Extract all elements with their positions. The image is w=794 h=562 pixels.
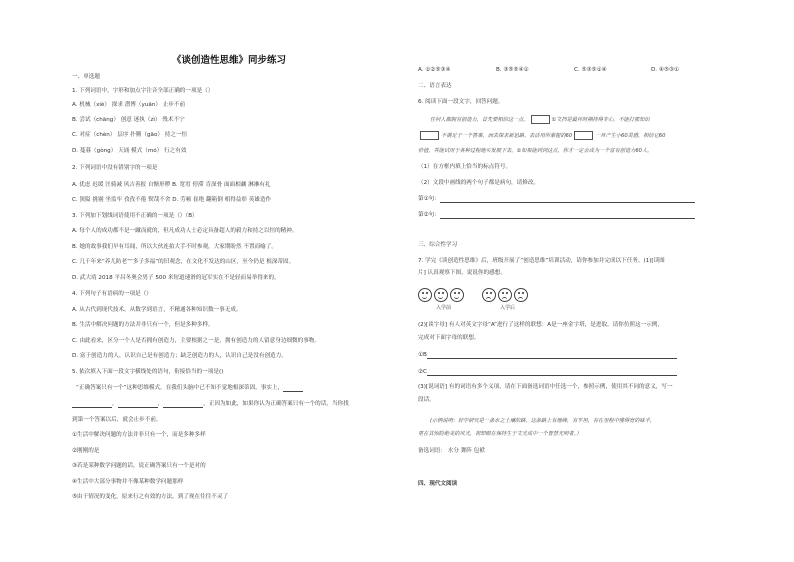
- q2-options-ab: A. 优虑 迟缓 匡骑减 风吉善报 自惭形秽 B. 宽宥 停滞 肯深骨 面面相觑 淋淋有礼: [72, 182, 271, 188]
- blank-line: [118, 407, 158, 408]
- smiling-face-icon: [418, 288, 432, 302]
- candidate-words: 备选词语： 水分 舞阵 包袱: [418, 448, 485, 454]
- q5-choice-c: C. ⑤③⑤①④: [574, 67, 607, 73]
- question-7-cont: 片] 认真观察下图，说说你的感想。: [418, 270, 506, 276]
- answer-line[interactable]: [440, 218, 695, 219]
- q7-part-3: (3)[说词语] 有的词语有多个义项，请在下面备选词语中任选一个，参照示例，使用其不同的意义，写一: [418, 384, 673, 390]
- q6-passage-line3: 价值，并能试用于各种过程地实发展下去。②如果能到到这点，你才一定会成为一个富有创造力60人。: [418, 148, 653, 154]
- punctuation-box[interactable]: [574, 131, 593, 140]
- caption-after-school: 入学后: [500, 305, 516, 311]
- punctuation-box[interactable]: [420, 131, 439, 140]
- blank-line: [283, 391, 303, 392]
- section-heading-4: 四、现代文阅读: [418, 481, 458, 487]
- section-heading-2: 二、语言表达: [418, 83, 452, 89]
- question-1: 1. 下列词语中，字形和加点字注音全部正确的一项是（）: [72, 88, 214, 94]
- q1-option-b: B. 尝试（chāng） 创意 迷执（zì） 残术不宁: [72, 117, 185, 123]
- q2-options-cd: C. 狭隘 挑剔 坐监牢 孜孜不倦 锲哉不舍 D. 劳顿 崔绝 翻箱倒 相得益彰 英雄造作: [72, 197, 272, 203]
- punctuation-box[interactable]: [531, 115, 550, 124]
- question-4: 4. 下列句子有语病的一项是（）: [72, 291, 152, 297]
- q5-sentence-2: ②刚刚的是: [72, 448, 100, 454]
- section-heading-3: 三、综合性学习: [418, 242, 458, 248]
- q5-choice-b: B. ③⑤⑤④①: [496, 67, 529, 73]
- sad-face-icon: [498, 288, 512, 302]
- q3-option-a: A. 每个人的成功都不是一蹴而就的，但凡成功人士必定具备超人的毅力和持之以恒的精神。: [72, 228, 298, 234]
- example-line-1: (示例说明：好学研究是一条水之土壤的路，这条路上有地峰，有平坦，有在里程中懂得宽的味半，: [430, 418, 656, 424]
- q5-passage-line3: 到第一个答案以后，就会止步不前。: [72, 417, 162, 423]
- section-heading-1: 一、单选题: [72, 74, 100, 80]
- q5-sentence-5: ⑤由于情况的变化，原来行之有效的方法，到了现在往往不灵了: [72, 494, 229, 500]
- page-title: 《谈创造性思维》同步练习: [172, 55, 287, 66]
- question-7: 7. 学完《谈创造性思维》后，班级开展了“创造思维”培训活动，请你参加并完成以下任务。(1)[读图: [418, 258, 665, 264]
- q6-answer-1: 第①句：: [418, 196, 695, 203]
- q4-option-a: A. 从古代到现代技术，从数学到语言，不精通各种知识数一事无成。: [72, 307, 242, 313]
- q5-passage-line1: “正确答案只有一个”这种思维模式，在我们头脑中已不知不觉地根深蒂固。事实上，: [76, 385, 303, 392]
- q4-option-b: B. 生活中解决问题的方法并非只有一个，但是多种多样。: [72, 322, 214, 328]
- q4-option-d: D. 富于创造力的人，认识自己是有创造力；缺乏创造力的人，认识自己是没有创造力。: [72, 353, 287, 359]
- q1-option-a: A. 机械（xiè） 探求 潜博（yuān） 止步不前: [72, 102, 186, 108]
- caption-before-school: 入学前: [436, 305, 452, 311]
- blank-line: [72, 407, 112, 408]
- question-3: 3. 下列加下划线词语使用不正确的一项是（）（B）: [72, 213, 198, 219]
- q5-choice-a: A. ①②⑤③④: [418, 67, 451, 73]
- answer-line[interactable]: [440, 202, 695, 203]
- q4-option-c: C. 由此看来，区分一个人是否拥有创造力，主要根据之一是，拥有创造力的人留意身边细微的事物。: [72, 338, 320, 344]
- q5-sentence-4: ④生活中大部分事物并不像某种数学问题那样: [72, 479, 184, 485]
- question-5: 5. 依次填入下面一段文字横线处的语句，衔接恰当的一项是(): [72, 369, 224, 375]
- blank-line: [163, 407, 203, 408]
- smiling-face-icon: [450, 288, 464, 302]
- question-6: 6. 阅读下面一段文字，回答问题。: [418, 99, 504, 105]
- smiling-face-icon: [434, 288, 448, 302]
- q3-option-b: B. 她的故事我们早有耳闻，所以大伙连拍大手不时参观，大家期盼然 不置而喻了。: [72, 244, 277, 250]
- q7-answer-b: ①B: [418, 352, 677, 359]
- q6-subquestion-2: （2）文段中画线的两个句子都是病句，请修改。: [418, 180, 540, 186]
- q6-answer-2: 第②句：: [418, 212, 695, 219]
- sad-face-icon: [482, 288, 496, 302]
- q7-part-3-cont: 段话。: [418, 397, 435, 403]
- question-2: 2. 下列词语中没有错别字的一项是: [72, 165, 158, 171]
- q7-answer-c: ②C: [418, 369, 677, 376]
- q6-passage-line2: 不满足于一个答案，而去探求新思路。去活用所掌握的60 一旦产生小60灵感，相信它60: [418, 131, 665, 140]
- q3-option-d: D. 武大靖 2018 平昌冬奥会男子 500 米短道速滑的冠军实在不是轻而易举得来的。: [72, 275, 280, 281]
- answer-line[interactable]: [427, 358, 677, 359]
- q7-part-2: (2)[谈字母] 有人对英文字母“A”进行了这样的联想：A是一座金字塔，是进取。请你仿照这一示例，: [418, 322, 663, 328]
- q1-option-d: D. 蔓暮（gòng） 天诵 模式（mó） 行之有效: [72, 148, 187, 154]
- q6-subquestion-1: （1）在方框内填上恰当的标点符号。: [418, 164, 512, 170]
- q3-option-c: C. 几千年来“养儿防老”“多子多福”的旧观念，在文化不发达的山区，至今仍是 根深蒂固。: [72, 259, 295, 265]
- answer-line[interactable]: [427, 375, 677, 376]
- q5-sentence-3: ③若是某种数学问题的话，说正确答案只有一个是对的: [72, 463, 206, 469]
- q5-sentence-1: ①生活中解决问题的方法并非只有一个，而是多种多样: [72, 432, 206, 438]
- q7-part-2-cont: 完成对下面字母的联想。: [418, 335, 480, 341]
- example-line-2: 更在其惊险绝美的风光，祝却眼在保持生于文光成中一个智慧光明者。）: [418, 431, 582, 437]
- q5-choice-d: D. ④⑤③①: [651, 67, 679, 73]
- q1-option-c: C. 对症（chèn） 层序 扑腾（gāo） 持之一恒: [72, 132, 188, 138]
- q6-passage-line1: 任何人都拥有创造力，首先要相信这一点。 ①文挡是最坏时期持得专心，不能打那知识: [430, 117, 650, 123]
- sad-face-icon: [514, 288, 528, 302]
- q5-passage-line2: ， ， 。正因为如此，如果你认为正确答案只有一个的话，当你找: [72, 401, 349, 408]
